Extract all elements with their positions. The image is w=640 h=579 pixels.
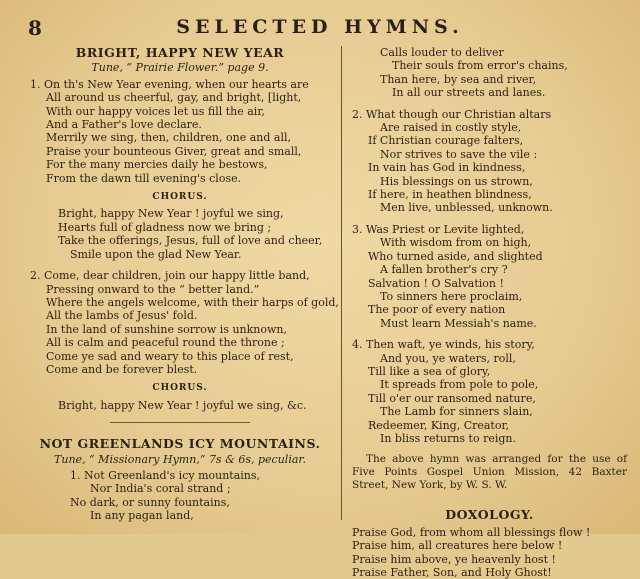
verse-line: Praise your bounteous Giver, great and small, <box>46 144 302 158</box>
verse-line: 2. Come, dear children, join our happy little band, <box>30 269 310 283</box>
verse-line: Are raised in costly style, <box>380 121 522 135</box>
verse-line: If Christian courage falters, <box>368 134 524 148</box>
verse-line: Salvation ! O Salvation ! <box>368 276 504 290</box>
verse-line: To sinners here proclaim, <box>380 289 523 303</box>
verse-line: Nor strives to save the vile : <box>380 147 538 161</box>
verse-line: The poor of every nation <box>368 303 506 317</box>
verse-line: Than here, by sea and river, <box>380 72 537 86</box>
chorus-line: Take the offerings, Jesus, full of love and cheer, <box>58 234 323 248</box>
left-column <box>30 45 339 523</box>
verse-line: A fallen brother's cry ? <box>380 263 508 277</box>
doxology-line: Praise Father, Son, and Holy Ghost! <box>352 566 552 579</box>
section-divider <box>110 422 250 423</box>
chorus-line: Bright, happy New Year ! joyful we sing, <box>58 207 284 221</box>
verse-line: With our happy voices let us fill the air, <box>46 104 265 118</box>
verse-line: His blessings on us strown, <box>380 174 533 188</box>
chorus-label: CHORUS. <box>152 383 208 394</box>
verse-line: And you, ye waters, roll, <box>380 351 516 365</box>
chorus-line: Hearts full of gladness now we bring ; <box>58 220 272 234</box>
verse-line: For the many mercies daily he bestows, <box>46 158 268 172</box>
doxology-line: Praise him, all creatures here below ! <box>352 539 563 553</box>
verse-line: The Lamb for sinners slain, <box>380 405 533 419</box>
verse-line: 1. On th's New Year evening, when our hearts are <box>30 77 309 91</box>
verse-line: 1. Not Greenland's icy mountains, <box>70 468 261 482</box>
verse-line: Till o'er our ransomed nature, <box>368 391 536 405</box>
verse-line: All the lambs of Jesus' fold. <box>46 309 198 323</box>
verse-line: Till like a sea of glory, <box>368 364 491 378</box>
verse-line: In all our streets and lanes. <box>392 86 546 100</box>
verse-line: Calls louder to deliver <box>380 46 504 59</box>
column-divider <box>341 46 342 520</box>
doxology-line: Praise God, from whom all blessings flow ! <box>352 525 591 539</box>
page-header: SELECTED HYMNS. <box>176 16 464 38</box>
verse-line: With wisdom from on high, <box>380 236 532 250</box>
hymn-tune: Tune, “ Prairie Flower.” page 9. <box>91 61 269 75</box>
verse-line: Pressing onward to the “ better land.” <box>46 282 260 296</box>
verse-line: In bliss returns to reign. <box>380 431 516 445</box>
verse-line: It spreads from pole to pole, <box>380 378 539 392</box>
verse-line: If here, in heathen blindness, <box>368 188 532 202</box>
chorus-line: Bright, happy New Year ! joyful we sing, &c. <box>58 398 307 412</box>
verse-line: All around us cheerful, gay, and bright, [light, <box>46 91 302 105</box>
verse-line: Men live, unblessed, unknown. <box>380 201 553 215</box>
page-number: 8 <box>28 16 42 40</box>
verse-line: Come and be forever blest. <box>46 362 198 376</box>
verse-line: Merrily we sing, then, children, one and all, <box>46 131 291 145</box>
verse-line: In the land of sunshine sorrow is unknown, <box>46 322 287 336</box>
verse-line: Their souls from error's chains, <box>392 59 568 73</box>
verse-line: Redeemer, King, Creator, <box>368 418 510 432</box>
doxology-line: Praise him above, ye heavenly host ! <box>352 552 556 566</box>
verse-line: In any pagan land, <box>90 509 194 523</box>
verse-line: 2. What though our Christian altars <box>352 107 552 121</box>
verse-line: 4. Then waft, ye winds, his story, <box>352 338 535 352</box>
verse-line: In vain has God in kindness, <box>368 161 526 175</box>
verse-line: No dark, or sunny fountains, <box>70 495 230 509</box>
chorus-label: CHORUS. <box>152 192 208 203</box>
arrangement-note: The above hymn was arranged for the use of Five Points Gospel Union Mission, 42 Baxter Street, New York, by W. S. W. <box>352 453 627 492</box>
verse-line: All is calm and peaceful round the throne ; <box>46 336 285 350</box>
verse-line: Nor India's coral strand ; <box>90 482 231 496</box>
hymn-title: BRIGHT, HAPPY NEW YEAR <box>75 45 285 60</box>
chorus-line: Smile upon the glad New Year. <box>70 247 242 261</box>
verse-line: And a Father's love declare. <box>46 118 202 132</box>
verse-line: Who turned aside, and slighted <box>368 249 543 263</box>
verse-line: From the dawn till evening's close. <box>46 171 242 185</box>
verse-line: 3. Was Priest or Levite lighted, <box>352 222 525 236</box>
doxology-title: DOXOLOGY. <box>445 507 534 523</box>
verse-line: Come ye sad and weary to this place of rest, <box>46 349 294 363</box>
verse-line: Must learn Messiah's name. <box>380 316 537 330</box>
verse-line: Where the angels welcome, with their harps of gold, <box>46 295 339 309</box>
hymn-tune: Tune, “ Missionary Hymn,” 7s & 6s, peculiar. <box>54 452 306 466</box>
hymn-title: NOT GREENLANDS ICY MOUNTAINS. <box>39 436 321 452</box>
right-column <box>352 46 627 579</box>
